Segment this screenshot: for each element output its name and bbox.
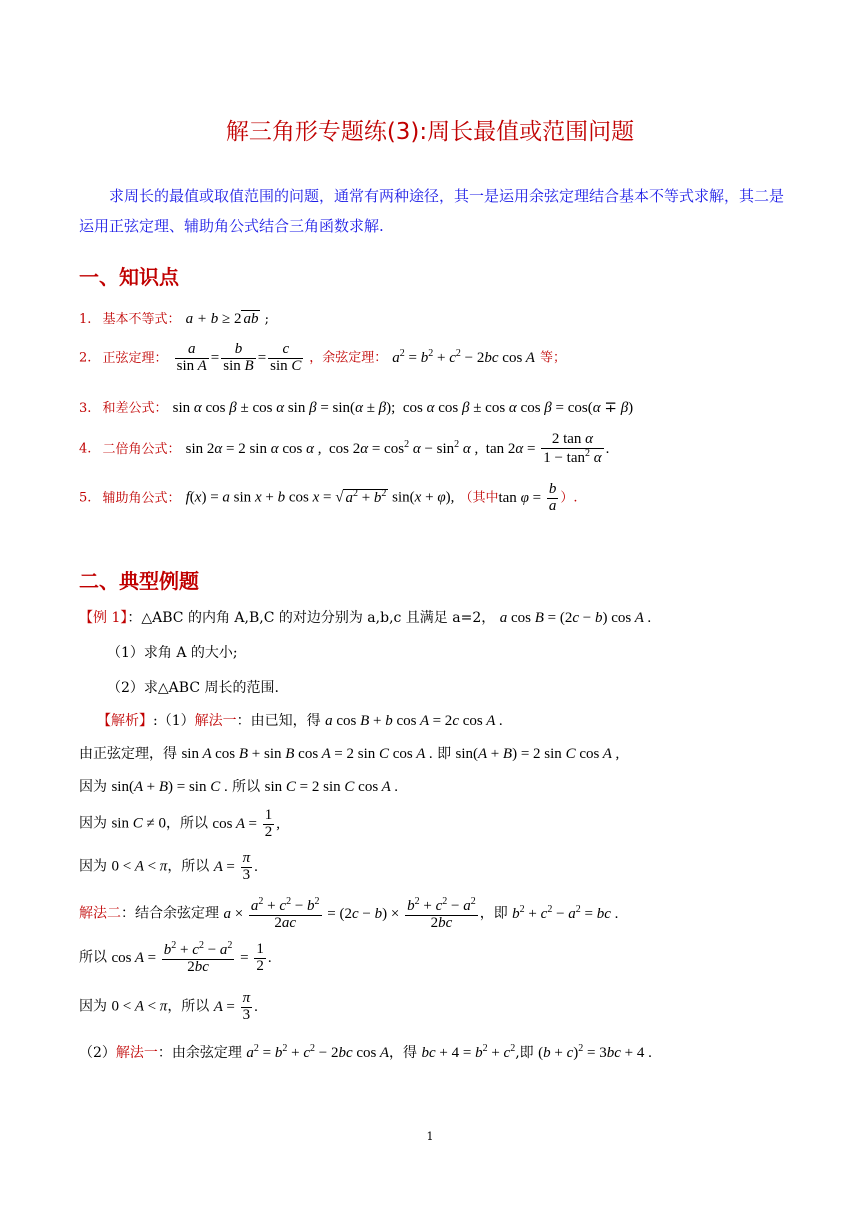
kp2-label: 正弦定理： <box>102 350 168 366</box>
kp4-number: 4. <box>79 441 92 457</box>
section-heading-knowledge: 一、知识点 <box>79 265 179 289</box>
example-1-statement <box>79 607 651 627</box>
question-1: （1）求角 A 的大小; <box>107 645 238 661</box>
kp1-number: 1. <box>79 312 92 327</box>
example-text: ：△ABC 的内角 A,B,C 的对边分别为 a,b,c 且满足 a=2， <box>127 610 496 626</box>
kp3-label: 和差公式： <box>102 401 168 416</box>
part-2-method-1-label: 解法一 <box>115 1045 158 1061</box>
solution-part-2-line: （2）解法一：由余弦定理 $a^2 = b^2 + c^2 - 2bc$ cos A，得 bc + $4 = b^2 + c^2$,即 $(b + c)^2 = 3bc + 4$ . <box>79 1043 652 1061</box>
section-heading-examples: 二、典型例题 <box>79 569 199 593</box>
kp3-number: 3. <box>79 401 92 416</box>
part-1-prefix: :（1） <box>153 713 195 729</box>
solution-line-7: 所以 cos A = $\frac{b^2 + c^2 - a^2}{2bc}$ = $\frac{1}{2}$ . <box>79 940 272 975</box>
page-number: 1 <box>426 1130 434 1143</box>
tan-phi-formula: tan φ = $\frac{b}{a}$ <box>498 481 557 514</box>
part-2-prefix: （2） <box>79 1045 116 1061</box>
page-title: 解三角形专题练(3):周长最值或范围问题 <box>225 119 635 145</box>
law-of-cosines-formula: $a^2 = b^2 + c^2 - 2bc$ cos A <box>392 347 535 366</box>
method-2-label: 解法二 <box>79 905 121 922</box>
kp5-note-close: ）. <box>560 490 578 506</box>
method-1-label: 解法一 <box>194 713 237 729</box>
kp5-label: 辅助角公式： <box>102 490 181 506</box>
kp1-label: 基本不等式： <box>102 312 181 327</box>
example-label: 【例 1】 <box>79 610 128 626</box>
kp4-label: 二倍角公式： <box>102 441 181 457</box>
law-of-sines-formula: $\frac{a}{\text{sin A}}$ = $\frac{b}{\text{sin B}}$ = $\frac{c}{\text{sin C}}$ <box>176 341 302 374</box>
solution-line-4: 因为 sin C ≠ 0，所以 cos A = $\frac{1}{2}$ , <box>79 807 281 840</box>
kp2-tail: 等； <box>540 350 567 366</box>
kp2-label-cosine: ，余弦定理： <box>309 350 388 366</box>
double-angle-formulas: sin 2α = 2 sin α cos α , $\cos 2\alpha = \cos^2 \alpha - \sin^2 \alpha$ , tan 2α = $\frac{\text{2 tan α}}{1 - \tan^2 \alpha}$ . <box>185 431 610 466</box>
solution-method-2-line: 解法二：结合余弦定理 a × $\frac{a^2 + c^2 - b^2}{2ac}$ = (2c − b) × $\frac{b^2 + c^2 - a^2}{2bc}$ ，即 $b^2 + c^2 - a^2$ = bc . <box>79 896 619 931</box>
kp5-note-open: （其中 <box>459 490 499 506</box>
inequality-formula: a + b ≥ 2 ab <box>185 311 259 327</box>
kp5-number: 5. <box>79 490 92 506</box>
knowledge-point-4 <box>79 432 609 467</box>
knowledge-point-1: 1. 基本不等式： a + b ≥ 2 ab ; <box>79 311 269 327</box>
solution-line-5: 因为 0 < A < π，所以 A = $\frac{\pi}{3}$ . <box>79 850 258 883</box>
kp2-number: 2. <box>79 350 92 366</box>
question-2: （2）求△ABC 周长的范围. <box>107 680 279 696</box>
solution-line-2: 由正弦定理，得 sin A cos B + sin B cos A = 2 sin C cos A . 即 sin(A + B) = 2 sin C cos A , <box>79 746 620 762</box>
solution-part-1-line-1: 【解析】:（1）解法一：由已知，得 a cos B + b cos A = 2c cos A . <box>97 713 503 729</box>
example-condition: a cos B = (2c − b) cos A . <box>499 610 652 626</box>
solution-line-3: 因为 sin(A + B) = sin C . 所以 sin C = 2 sin C cos A . <box>79 779 399 795</box>
sum-difference-formulas: sin α cos β ± cos α sin β = sin(α ± β); cos α cos β ± cos α cos β = cos(α ∓ β) <box>172 400 634 416</box>
knowledge-point-2 <box>79 342 566 375</box>
knowledge-point-3 <box>79 397 633 417</box>
auxiliary-angle-formula: f(x) = a sin x + b cos x = √ $a^2 + b^2$ sin(x + φ), <box>185 487 455 506</box>
solution-line-8: 因为 0 < A < π，所以 A = $\frac{\pi}{3}$ . <box>79 990 258 1023</box>
intro-paragraph: 求周长的最值或取值范围的问题，通常有两种途径，其一是运用余弦定理结合基本不等式求解，其二是运用正弦定理、辅助角公式结合三角函数求解. <box>79 187 785 235</box>
analysis-label: 【解析】 <box>97 713 153 729</box>
knowledge-point-5 <box>79 482 577 515</box>
